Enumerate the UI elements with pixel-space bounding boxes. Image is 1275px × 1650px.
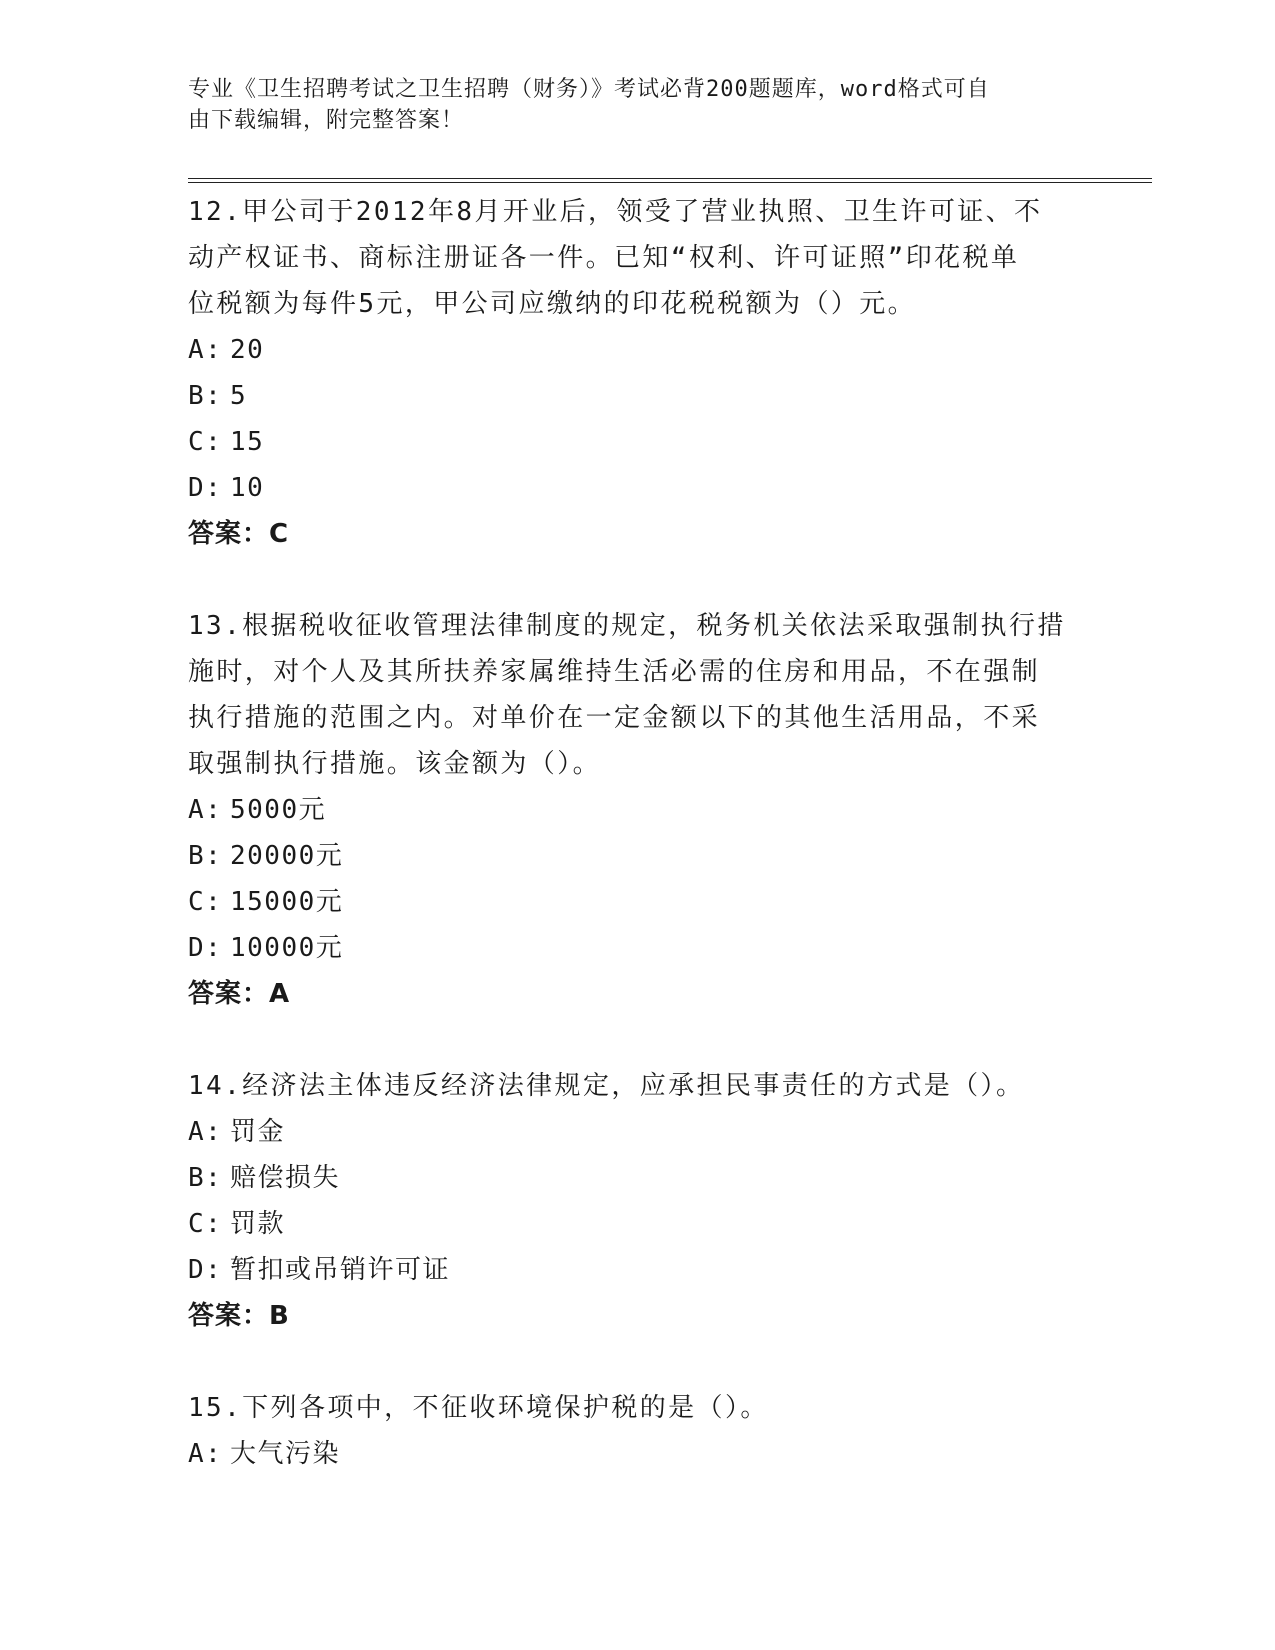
option-b [188, 373, 1088, 419]
question-14 [188, 1063, 1088, 1339]
question-spacer [188, 1339, 1088, 1385]
header-divider-top [188, 178, 1152, 179]
option-a [188, 327, 1088, 373]
header-divider-bottom [188, 182, 1152, 183]
option-text: 20000元 [230, 841, 344, 871]
question-stem-line: 动产权证书、商标注册证各一件。已知“权利、许可证照”印花税单 [188, 243, 1020, 273]
option-key: C: [188, 427, 223, 457]
option-key: B: [188, 841, 223, 871]
option-c [188, 419, 1088, 465]
header-line-2: 由下载编辑，附完整答案！ [188, 108, 465, 133]
option-d [188, 1247, 1088, 1293]
question-15 [188, 1385, 1088, 1477]
option-text: 罚款 [230, 1209, 286, 1239]
option-text: 10000元 [230, 933, 344, 963]
option-key: D: [188, 1255, 223, 1285]
option-key: A: [188, 335, 223, 365]
option-text: 20 [230, 335, 265, 365]
option-key: D: [188, 933, 223, 963]
question-stem-line: 位税额为每件5元，甲公司应缴纳的印花税税额为（）元。 [188, 289, 917, 319]
option-key: D: [188, 473, 223, 503]
question-stem-line: 取强制执行措施。该金额为（）。 [188, 749, 602, 779]
option-text: 15000元 [230, 887, 344, 917]
option-text: 大气污染 [230, 1439, 341, 1469]
option-c [188, 1201, 1088, 1247]
option-c [188, 879, 1088, 925]
option-key: A: [188, 1439, 223, 1469]
option-key: A: [188, 795, 223, 825]
answer-line: 答案：C [188, 519, 290, 549]
answer-line: 答案：B [188, 1301, 290, 1331]
option-text: 10 [230, 473, 265, 503]
question-stem-line: 执行措施的范围之内。对单价在一定金额以下的其他生活用品，不采 [188, 703, 1041, 733]
header-line-1: 专业《卫生招聘考试之卫生招聘（财务）》考试必背200题题库，word格式可自 [188, 77, 990, 102]
option-d [188, 465, 1088, 511]
option-b [188, 1155, 1088, 1201]
option-a [188, 1431, 1088, 1477]
question-13 [188, 603, 1088, 1017]
option-a [188, 787, 1088, 833]
option-text: 暂扣或吊销许可证 [230, 1255, 451, 1285]
option-b [188, 833, 1088, 879]
option-key: B: [188, 381, 223, 411]
question-12 [188, 189, 1088, 557]
option-a [188, 1109, 1088, 1155]
option-text: 赔偿损失 [230, 1163, 341, 1193]
question-stem-line: 13.根据税收征收管理法律制度的规定，税务机关依法采取强制执行措 [188, 611, 1066, 641]
option-d [188, 925, 1088, 971]
question-list [188, 189, 1088, 1477]
option-key: A: [188, 1117, 223, 1147]
document-header [188, 74, 1068, 136]
option-text: 罚金 [230, 1117, 286, 1147]
option-text: 5000元 [230, 795, 327, 825]
option-key: C: [188, 1209, 223, 1239]
question-spacer [188, 557, 1088, 603]
question-stem-line: 15.下列各项中，不征收环境保护税的是（）。 [188, 1393, 769, 1423]
question-stem-line: 12.甲公司于2012年8月开业后，领受了营业执照、卫生许可证、不 [188, 197, 1043, 227]
option-text: 5 [230, 381, 248, 411]
answer-line: 答案：A [188, 979, 291, 1009]
question-stem-line: 14.经济法主体违反经济法律规定，应承担民事责任的方式是（）。 [188, 1071, 1025, 1101]
option-key: C: [188, 887, 223, 917]
question-spacer [188, 1017, 1088, 1063]
option-key: B: [188, 1163, 223, 1193]
option-text: 15 [230, 427, 265, 457]
question-stem-line: 施时，对个人及其所扶养家属维持生活必需的住房和用品，不在强制 [188, 657, 1041, 687]
